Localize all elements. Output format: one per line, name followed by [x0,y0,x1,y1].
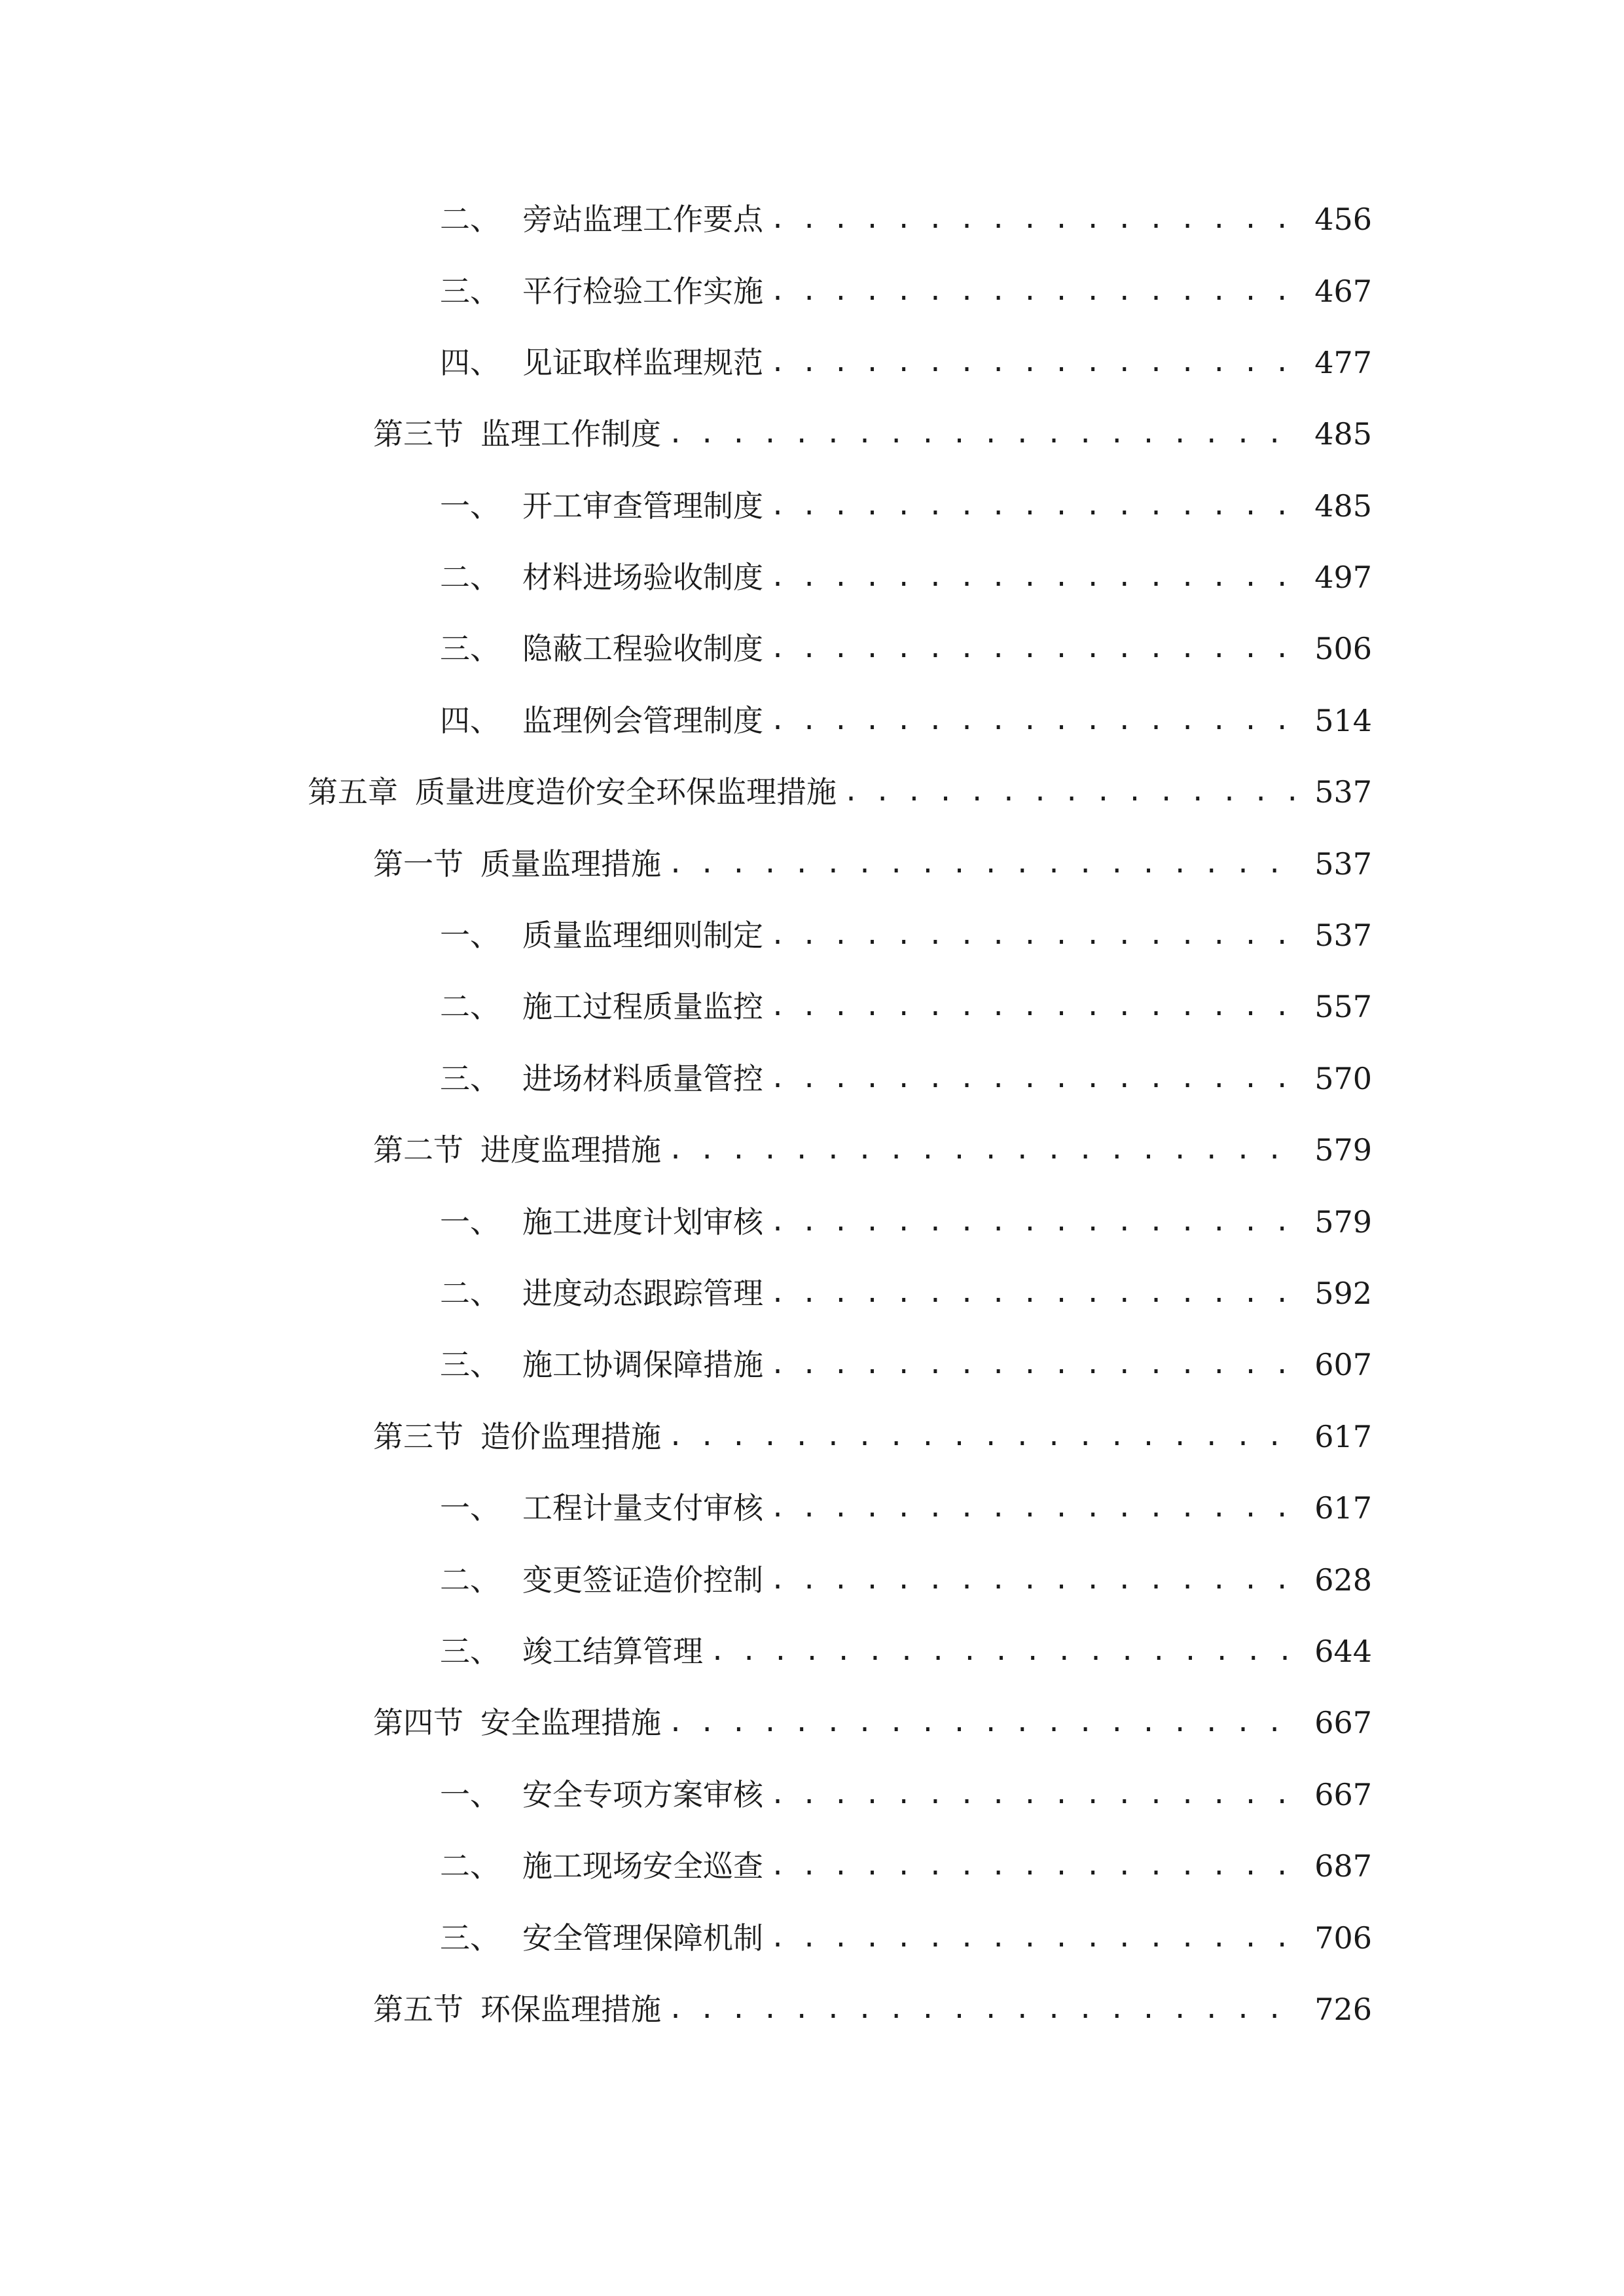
toc-entry[interactable] [440,183,1372,255]
toc-entry-section[interactable] [373,1973,1372,2045]
toc-entry[interactable] [440,613,1372,685]
toc-entry[interactable] [440,1615,1372,1687]
toc-entry-page: 537 [1314,774,1372,810]
toc-entry[interactable] [440,1544,1372,1616]
toc-entry-page: 667 [1314,1705,1372,1740]
toc-dot-leader [710,1615,1300,1687]
toc-entry[interactable] [440,1830,1372,1902]
toc-entry-number: 第一节 [373,846,463,882]
toc-dot-leader [770,1759,1300,1831]
toc-entry-page: 592 [1314,1276,1372,1311]
toc-entry-page: 726 [1314,1992,1372,2027]
toc-entry-title: 施工过程质量监控 [522,989,763,1024]
toc-dot-leader [668,398,1300,470]
toc-entry-number: 一、 [440,1490,500,1526]
toc-entry-title: 施工现场安全巡查 [522,1848,763,1884]
toc-entry-title: 环保监理措施 [480,1992,661,2027]
toc-entry-number: 三、 [440,274,500,309]
toc-dot-leader [770,541,1300,613]
toc-entry-page: 485 [1314,488,1372,524]
toc-dot-leader [843,756,1300,828]
toc-entry-page: 477 [1314,345,1372,380]
toc-entry-page: 579 [1314,1132,1372,1168]
toc-entry-number: 第四节 [373,1705,463,1740]
toc-entry[interactable] [440,685,1372,757]
toc-entry-page: 617 [1314,1419,1372,1454]
toc-entry[interactable] [440,1186,1372,1258]
toc-entry-number: 一、 [440,918,500,953]
toc-entry-page: 579 [1314,1204,1372,1240]
toc-entry-number: 第五章 [308,774,398,810]
toc-entry-title: 施工进度计划审核 [522,1204,763,1240]
toc-dot-leader [770,899,1300,971]
toc-entry-number: 三、 [440,1920,500,1956]
toc-entry-title: 变更签证造价控制 [522,1562,763,1598]
toc-entry[interactable] [440,1257,1372,1329]
toc-entry-title: 见证取样监理规范 [522,345,763,380]
toc-entry-title: 材料进场验收制度 [522,560,763,595]
toc-dot-leader [770,1043,1300,1115]
toc-entry-page: 497 [1314,560,1372,595]
toc-entry-title: 安全专项方案审核 [522,1777,763,1812]
toc-entry[interactable] [440,971,1372,1043]
toc-dot-leader [770,1830,1300,1902]
toc-entry-title: 旁站监理工作要点 [522,202,763,237]
toc-dot-leader [770,685,1300,757]
toc-entry-title: 进度监理措施 [480,1132,661,1168]
toc-entry-page: 687 [1314,1848,1372,1884]
toc-entry-number: 一、 [440,488,500,524]
toc-entry-page: 537 [1314,918,1372,953]
toc-entry-title: 造价监理措施 [480,1419,661,1454]
toc-entry-number: 第五节 [373,1992,463,2027]
toc-entry[interactable] [440,1043,1372,1115]
toc-entry-title: 监理工作制度 [480,416,661,452]
toc-dot-leader [770,1186,1300,1258]
toc-entry[interactable] [440,541,1372,613]
toc-entry[interactable] [440,470,1372,542]
toc-dot-leader [770,470,1300,542]
toc-entry-section[interactable] [373,1114,1372,1186]
toc-entry-section[interactable] [373,828,1372,900]
toc-entry-number: 一、 [440,1777,500,1812]
toc-entry-title: 安全监理措施 [480,1705,661,1740]
toc-dot-leader [770,327,1300,399]
toc-entry-number: 二、 [440,1276,500,1311]
toc-entry-page: 570 [1314,1061,1372,1096]
toc-entry-page: 456 [1314,202,1372,237]
toc-entry-page: 617 [1314,1490,1372,1526]
toc-dot-leader [770,971,1300,1043]
toc-entry-page: 467 [1314,274,1372,309]
toc-entry[interactable] [440,327,1372,399]
toc-entry[interactable] [440,255,1372,327]
toc-entry[interactable] [440,1472,1372,1544]
toc-entry-title: 质量监理细则制定 [522,918,763,953]
toc-entry-title: 竣工结算管理 [522,1634,703,1669]
toc-dot-leader [770,183,1300,255]
toc-dot-leader [770,1472,1300,1544]
toc-entry-page: 557 [1314,989,1372,1024]
toc-dot-leader [668,1401,1300,1473]
toc-entry-title: 平行检验工作实施 [522,274,763,309]
toc-entry-section[interactable] [373,398,1372,470]
toc-entry-page: 628 [1314,1562,1372,1598]
toc-entry-page: 667 [1314,1777,1372,1812]
toc-entry-number: 二、 [440,1848,500,1884]
toc-entry-title: 进场材料质量管控 [522,1061,763,1096]
toc-entry-number: 三、 [440,1634,500,1669]
toc-entry-number: 三、 [440,1061,500,1096]
toc-dot-leader [668,1973,1300,2045]
toc-entry-page: 506 [1314,631,1372,666]
toc-entry-number: 二、 [440,560,500,595]
toc-entry-title: 进度动态跟踪管理 [522,1276,763,1311]
toc-entry[interactable] [440,1759,1372,1831]
toc-dot-leader [770,1329,1300,1401]
toc-entry-section[interactable] [373,1401,1372,1473]
toc-dot-leader [668,1687,1300,1759]
toc-entry-number: 三、 [440,1347,500,1382]
toc-entry-title: 质量监理措施 [480,846,661,882]
toc-entry-number: 第二节 [373,1132,463,1168]
toc-entry-number: 第三节 [373,1419,463,1454]
toc-dot-leader [770,1257,1300,1329]
toc-entry-page: 485 [1314,416,1372,452]
toc-entry-number: 第三节 [373,416,463,452]
toc-entry-title: 质量进度造价安全环保监理措施 [415,774,837,810]
toc-dot-leader [668,1114,1300,1186]
toc-dot-leader [668,828,1300,900]
toc-entry-number: 二、 [440,202,500,237]
toc-entry-title: 监理例会管理制度 [522,703,763,738]
toc-entry-page: 644 [1314,1634,1372,1669]
toc-dot-leader [770,1544,1300,1616]
toc-entry-number: 二、 [440,1562,500,1598]
toc-entry-section[interactable] [373,1687,1372,1759]
toc-entry-title: 隐蔽工程验收制度 [522,631,763,666]
toc-entry-page: 514 [1314,703,1372,738]
toc-entry-title: 工程计量支付审核 [522,1490,763,1526]
toc-dot-leader [770,1902,1300,1974]
toc-entry-chapter[interactable] [308,756,1372,828]
toc-entry-number: 四、 [440,703,500,738]
toc-entry-page: 706 [1314,1920,1372,1956]
toc-entry-title: 开工审查管理制度 [522,488,763,524]
toc-entry[interactable] [440,899,1372,971]
toc-dot-leader [770,613,1300,685]
toc-entry-number: 三、 [440,631,500,666]
toc-entry-number: 二、 [440,989,500,1024]
toc-entry-title: 安全管理保障机制 [522,1920,763,1956]
toc-entry-number: 一、 [440,1204,500,1240]
toc-entry[interactable] [440,1329,1372,1401]
toc-entry[interactable] [440,1902,1372,1974]
toc-entry-page: 607 [1314,1347,1372,1382]
toc-dot-leader [770,255,1300,327]
toc-entry-page: 537 [1314,846,1372,882]
toc-entry-number: 四、 [440,345,500,380]
toc-entry-title: 施工协调保障措施 [522,1347,763,1382]
